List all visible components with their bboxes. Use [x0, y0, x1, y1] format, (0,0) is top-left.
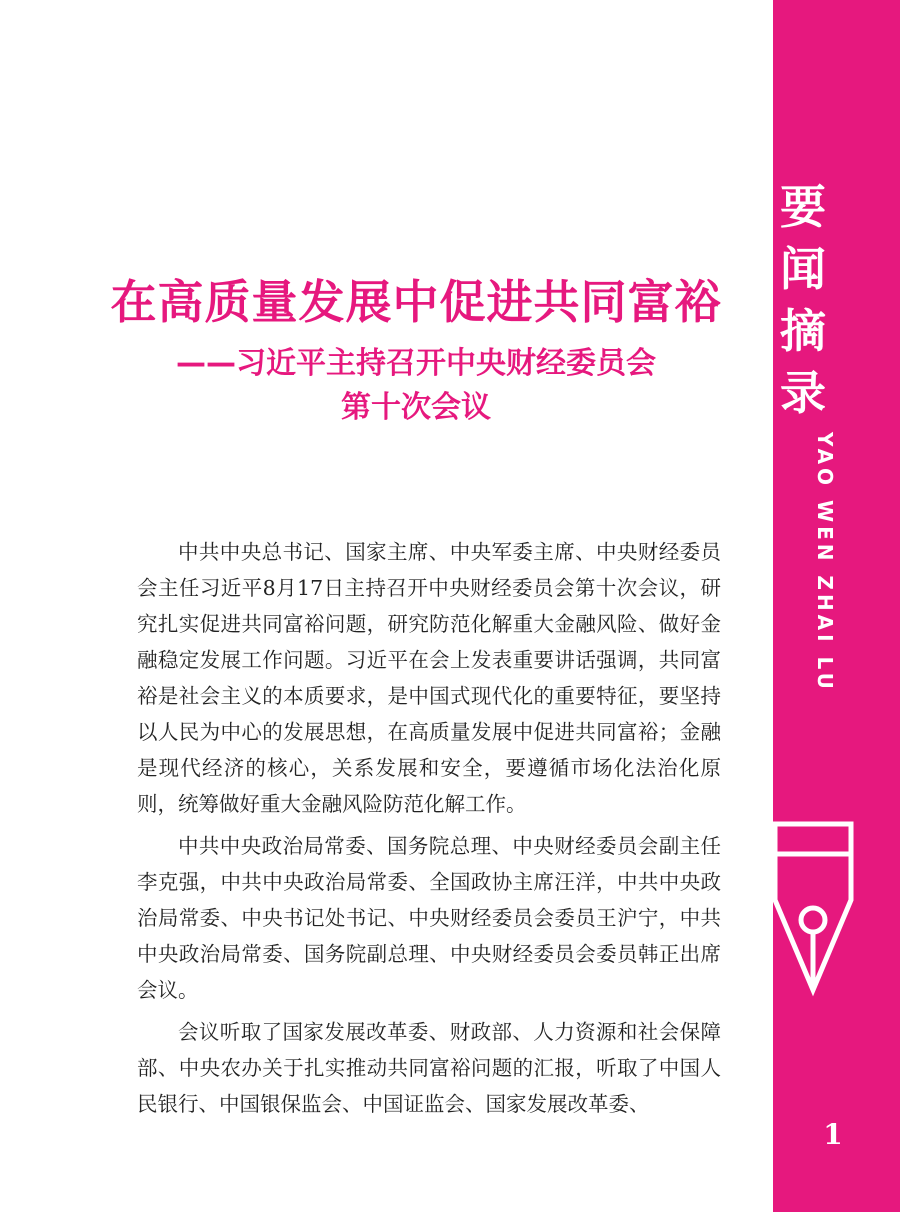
article-subtitle [60, 342, 772, 430]
section-char: 录 [780, 366, 826, 420]
paragraph-1: 中共中央总书记、国家主席、中央军委主席、中央财经委员会主任习近平8月17日主持召开中央财经委员会第十次会议，研究扎实促进共同富裕问题，研究防范化解重大金融风险、做好金融稳定发展工作问题。习近平在会上发表重要讲话强调，共同富裕是社会主义的本质要求，是中国式现代化的重要特征，要坚持以人民为中心的发展思想，在高质量发展中促进共同富裕；金融是现代经济的核心，关系发展和安全，要遵循市场化法治化原则，统筹做好重大金融风险防范化解工作。 [137, 540, 721, 816]
article-title: 在高质量发展中促进共同富裕 [110, 275, 722, 329]
section-char: 摘 [780, 304, 826, 358]
section-sidebar [773, 0, 900, 1212]
paragraph-3: 会议听取了国家发展改革委、财政部、人力资源和社会保障部、中央农办关于扎实推动共同富裕问题的汇报，听取了中国人民银行、中国银保监会、中国证监会、国家发展改革委、 [137, 1020, 721, 1116]
subtitle-line-2: 第十次会议 [341, 390, 491, 425]
fountain-pen-nib-icon [773, 820, 900, 1000]
article-body [137, 534, 721, 1128]
section-char: 要 [780, 180, 826, 234]
page-number: 1 [823, 1118, 843, 1151]
section-pinyin: YAO WEN ZHAI LU [813, 432, 837, 693]
section-char: 闻 [780, 242, 826, 296]
section-title [773, 176, 833, 424]
paragraph-2: 中共中央政治局常委、国务院总理、中央财经委员会副主任李克强，中共中央政治局常委、全国政协主席汪洋，中共中央政治局常委、中央书记处书记、中央财经委员会委员王沪宁，中共中央政治局常委、国务院副总理、中央财经委员会委员韩正出席会议。 [137, 834, 721, 1002]
subtitle-line-1: ——习近平主持召开中央财经委员会 [176, 346, 656, 381]
